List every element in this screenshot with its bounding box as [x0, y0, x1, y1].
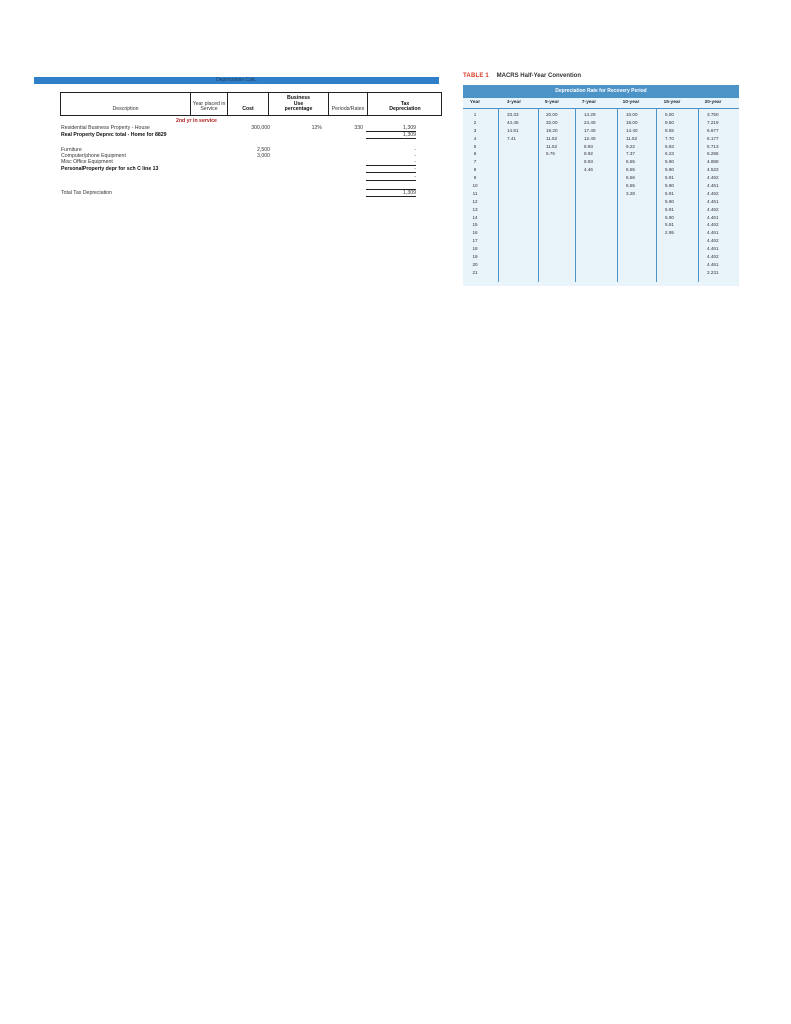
- row-tax: 1,309: [403, 125, 416, 131]
- row-label: PersonalProperty depr for sch C line 13: [61, 166, 159, 172]
- year-cell: 1: [473, 112, 477, 117]
- row-tax: -: [414, 159, 416, 165]
- rate-cell: 4.888: [707, 159, 719, 165]
- rate-column-3-year: [507, 111, 519, 143]
- rate-column-10-year: [626, 111, 638, 198]
- row-tax: -: [414, 147, 416, 153]
- rate-cell: 18.00: [626, 119, 638, 125]
- row-business-pct: 12%: [311, 125, 322, 131]
- row-label: Total Tax Depreciation: [61, 190, 112, 196]
- year-cell: 8: [473, 167, 477, 173]
- year-cell: 3: [473, 127, 477, 133]
- rate-cell: 8.55: [665, 127, 674, 133]
- rate-cell: 2.95: [665, 230, 674, 236]
- year-cell: 13: [472, 206, 478, 212]
- rate-cell: 20.00: [546, 112, 558, 117]
- rate-cell: 4.462: [707, 238, 719, 244]
- rate-cell: 6.93: [665, 143, 674, 149]
- rate-cell: 4.462: [707, 254, 719, 260]
- rate-cell: 5.90: [665, 214, 674, 220]
- year-cell: 16: [472, 230, 478, 236]
- row-tax: -: [414, 153, 416, 159]
- rate-column-20-year: [707, 111, 719, 277]
- rate-cell: 4.461: [707, 214, 719, 220]
- row-label: Computer/phone Equipment: [61, 153, 126, 159]
- year-cell: 7: [473, 159, 477, 165]
- year-cell: 17: [472, 238, 478, 244]
- column-divider: [698, 108, 699, 282]
- rate-cell: 6.677: [707, 127, 719, 133]
- rate-cell: 5.76: [546, 151, 555, 157]
- depreciation-header: [60, 92, 442, 116]
- rate-cell: 10.00: [626, 112, 638, 117]
- rate-cell: 33.33: [507, 112, 519, 117]
- header-periods-rates: Periods/Rates: [331, 106, 365, 113]
- column-divider: [617, 108, 618, 282]
- header-description: Description: [112, 106, 139, 113]
- year-cell: 5: [473, 143, 477, 149]
- year-cell: 9: [473, 175, 477, 181]
- column-header-10-year: 10-year: [622, 100, 640, 105]
- rate-cell: 6.55: [626, 167, 635, 173]
- rate-cell: 8.93: [584, 143, 593, 149]
- note-row: [34, 118, 439, 124]
- year-cell: 6: [473, 151, 477, 157]
- rate-column-7-year: [584, 111, 596, 174]
- rate-cell: 4.522: [707, 167, 719, 173]
- rate-cell: 7.70: [665, 135, 674, 141]
- rate-cell: 5.91: [665, 175, 674, 181]
- second-year-note: 2nd yr in service: [176, 118, 217, 124]
- macrs-caption: [463, 71, 739, 85]
- rate-cell: 9.22: [626, 143, 635, 149]
- depreciation-calc: [34, 77, 439, 196]
- year-cell: 2: [473, 119, 477, 125]
- rate-cell: 14.81: [507, 127, 519, 133]
- rate-cell: 5.90: [665, 183, 674, 189]
- rate-cell: 5.90: [665, 159, 674, 165]
- year-cell: 10: [472, 183, 478, 189]
- rate-cell: 4.462: [707, 222, 719, 228]
- year-cell: 18: [472, 246, 478, 252]
- year-cell: 14: [472, 214, 478, 220]
- column-divider: [656, 108, 657, 282]
- column-header-3-year: 3-year: [506, 100, 522, 105]
- row-periods: 330: [354, 125, 363, 131]
- rate-cell: 6.23: [665, 151, 674, 157]
- rate-cell: 14.29: [584, 112, 596, 117]
- row-tax: -: [414, 166, 416, 172]
- year-column: [465, 111, 485, 277]
- macrs-table-body: [463, 85, 739, 286]
- rate-cell: 4.461: [707, 183, 719, 189]
- rate-cell: 5.91: [665, 190, 674, 196]
- rate-cell: 3.28: [626, 190, 635, 196]
- rate-cell: 5.00: [665, 112, 674, 117]
- rate-cell: 44.45: [507, 119, 519, 125]
- row-cost: 300,000: [251, 125, 270, 131]
- rate-cell: 19.20: [546, 127, 558, 133]
- row-tax: -: [414, 174, 416, 180]
- depreciation-title: Depreciation Calc.: [34, 77, 439, 84]
- rate-cell: 7.37: [626, 151, 635, 157]
- macrs-table: [463, 71, 739, 286]
- column-header-15-year: 15-year: [663, 100, 681, 105]
- rate-cell: 11.52: [546, 135, 558, 141]
- row-label: Real Property Deprec total - Home for 8829: [61, 132, 167, 138]
- rate-cell: 4.461: [707, 261, 719, 267]
- rate-cell: 4.462: [707, 175, 719, 181]
- rate-cell: 6.55: [626, 183, 635, 189]
- rate-cell: 32.00: [546, 119, 558, 125]
- rate-cell: 4.462: [707, 190, 719, 196]
- year-cell: 11: [472, 190, 478, 196]
- rate-cell: 4.462: [707, 206, 719, 212]
- row-tax: 1,309: [403, 190, 416, 196]
- column-headers: [463, 98, 739, 108]
- total-rule: [366, 180, 416, 181]
- rate-cell: 5.285: [707, 151, 719, 157]
- rate-cell: 4.461: [707, 198, 719, 204]
- row-tax: 1,309: [403, 132, 416, 138]
- year-cell: 20: [472, 261, 478, 267]
- rate-cell: 7.41: [507, 135, 516, 141]
- header-year-placed: Year placed in Service: [192, 100, 226, 113]
- header-cost: Cost: [242, 106, 254, 113]
- subtotal-rule: [366, 172, 416, 173]
- row-label: Residential Business Property - House: [61, 125, 150, 131]
- header-business-use: Business Use percentage: [284, 95, 313, 113]
- rate-cell: 7.219: [707, 119, 719, 125]
- row-cost: 3,000: [257, 153, 270, 159]
- column-header-20-year: 20-year: [704, 100, 722, 105]
- column-divider: [575, 108, 576, 282]
- rate-cell: 6.55: [626, 159, 635, 165]
- total-rule: [366, 196, 416, 197]
- row-label: Misc Office Equipment: [61, 159, 113, 165]
- rate-cell: 12.49: [584, 135, 596, 141]
- year-cell: 19: [472, 254, 478, 260]
- header-tax-depreciation: Tax Depreciation: [389, 100, 421, 113]
- rate-cell: 5.713: [707, 143, 719, 149]
- rate-cell: 2.231: [707, 269, 719, 275]
- rate-cell: 17.49: [584, 127, 596, 133]
- rate-cell: 5.91: [665, 206, 674, 212]
- rate-cell: 9.50: [665, 119, 674, 125]
- rate-cell: 11.52: [626, 135, 638, 141]
- year-cell: 21: [472, 269, 478, 275]
- rate-cell: 6.177: [707, 135, 719, 141]
- rate-cell: 5.90: [665, 198, 674, 204]
- table-title: MACRS Half-Year Convention: [496, 73, 581, 79]
- rate-cell: 6.56: [626, 175, 635, 181]
- rate-cell: 8.92: [584, 151, 593, 157]
- rate-cell: 4.46: [584, 167, 593, 173]
- rate-column-5-year: [546, 111, 558, 158]
- total-rule: [366, 138, 416, 139]
- column-header-7-year: 7-year: [581, 100, 597, 105]
- row-cost: 2,500: [257, 147, 270, 153]
- rate-cell: 3.750: [707, 112, 719, 117]
- year-cell: 4: [473, 135, 477, 141]
- recovery-period-band: Depreciation Rate for Recovery Period: [463, 85, 739, 98]
- column-divider: [498, 108, 499, 282]
- column-divider: [538, 108, 539, 282]
- rate-cell: 24.49: [584, 119, 596, 125]
- rate-column-15-year: [665, 111, 674, 237]
- rate-cell: 4.461: [707, 246, 719, 252]
- year-cell: 15: [472, 222, 478, 228]
- column-header-year: Year: [469, 100, 481, 105]
- year-cell: 12: [472, 198, 478, 204]
- rate-cell: 5.90: [665, 167, 674, 173]
- table-number: TABLE 1: [463, 73, 489, 79]
- row-label: Furniture: [61, 147, 82, 153]
- rate-cell: 8.93: [584, 159, 593, 165]
- column-header-5-year: 5-year: [544, 100, 560, 105]
- rate-cell: 5.91: [665, 222, 674, 228]
- rate-cell: 11.52: [546, 143, 558, 149]
- rate-cell: 14.40: [626, 127, 638, 133]
- rate-cell: 4.461: [707, 230, 719, 236]
